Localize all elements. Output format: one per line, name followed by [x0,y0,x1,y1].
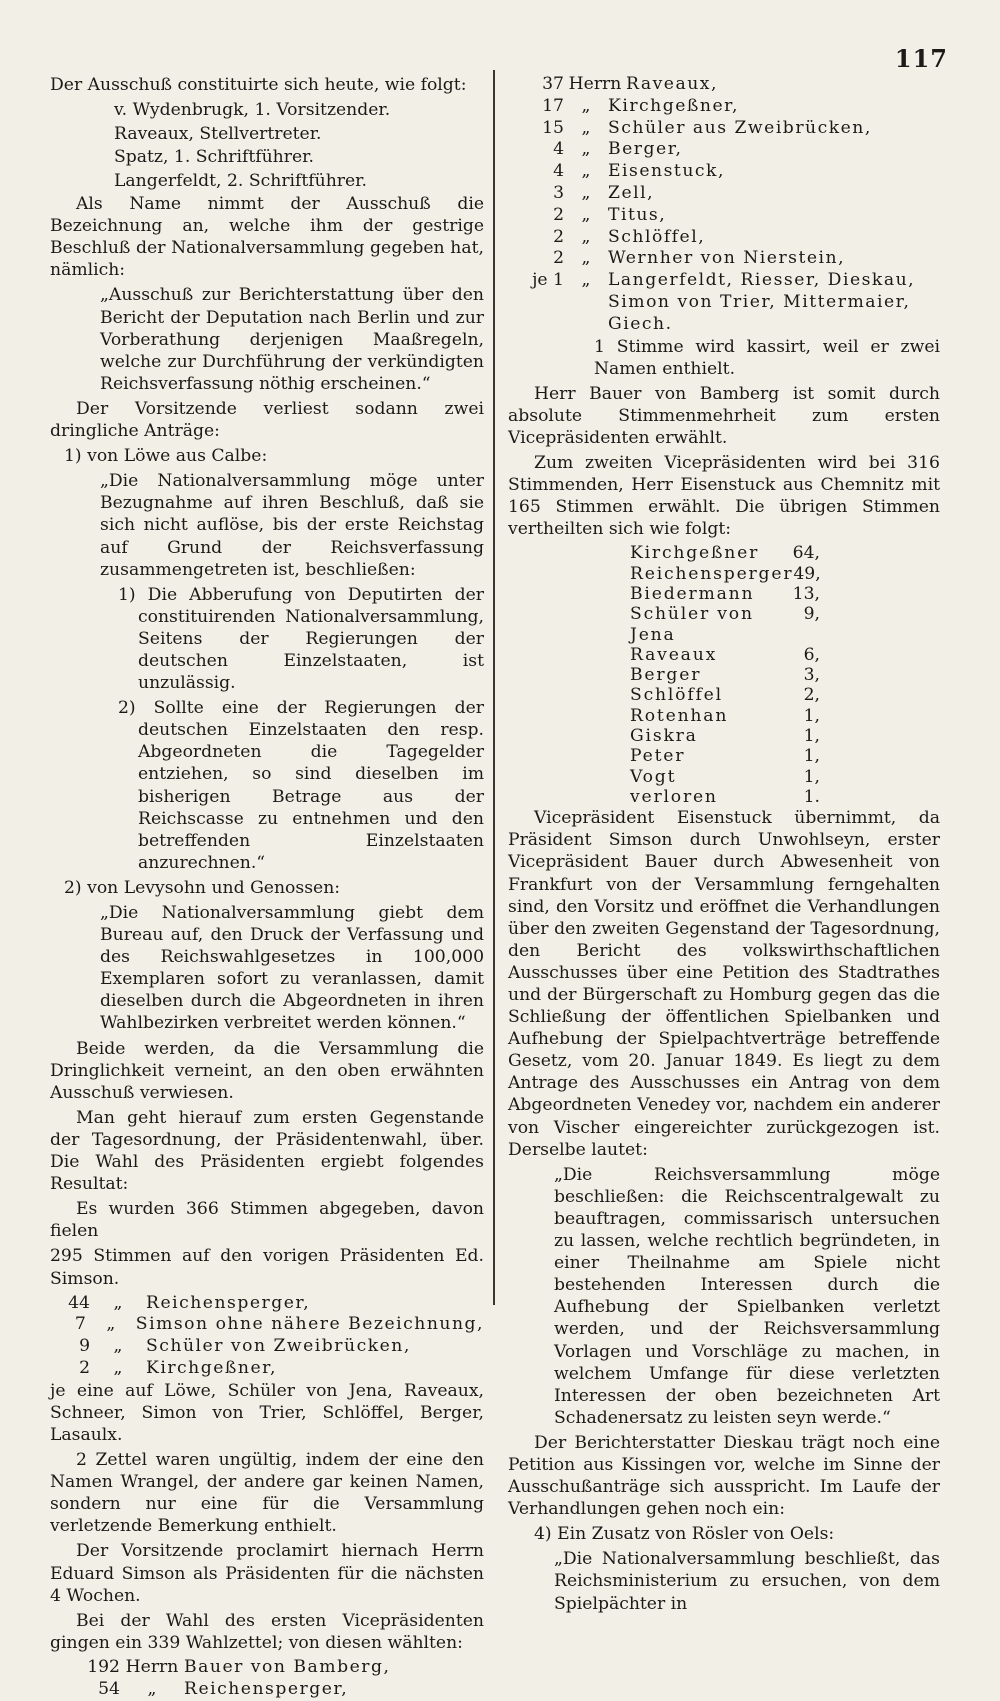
tally-count: 1, [803,726,820,747]
vote-name: Berger, [608,139,683,160]
vote-count: 4 [553,139,564,160]
vote-name: Wernher von Nierstein, [608,248,846,269]
tally-name: Giskra [630,726,698,747]
committee-member: Raveaux, Stellvertreter. [114,123,322,144]
committee-name-quote: „Ausschuß zur Berichterstattung über den Bericht der Deputation nach Berlin und zur Vorberathung derjenigen Maaßregeln, welche zur Durchführung der verkündigten Reichsverfassung nöthig erscheinen.“ [100,285,484,394]
vote-name: Kirchgeßner, [146,1357,277,1378]
vote-name: Reichensperger, [146,1292,311,1313]
eisenstuck-paragraph: Vicepräsident Eisenstuck übernimmt, da Präsident Simson durch Unwohlseyn, erster Vicepräsident Bauer durch Abwesenheit von Frankfurt von der Versammlung ferngehalten sind, den Vorsitz und eröffnet die Verhandlungen über den zweiten Gegenstand der Tagesordnung, den Bericht des volkswirthschaftlichen Ausschusses über eine Petition des Stadtrathes und der Bürgerschaft zu Homburg gegen das die Schließung der öffentlichen Spielbanken und Aufhebung der Spielpachtverträge betreffende Gesetz, vom 20. Januar 1849. Es liegt zu dem Antrage des Ausschusses ein Antrag von dem Abgeordneten Venedey vor, nachdem ein anderer von Vischer eingereichter zurückgezogen ist. Derselbe lautet: [508,808,940,1160]
vote-count: 9 [79,1336,90,1357]
right-column [508,74,940,1618]
vote-row [50,1336,484,1358]
tally-row [630,645,820,665]
cassated-note: 1 Stimme wird kassirt, weil er zwei Namen enthielt. [594,336,940,379]
vote-row [50,1657,484,1679]
vote-row [50,1293,484,1315]
ditto-mark: „ [581,95,591,116]
motion-1-item: 1) Die Abberufung von Deputirten der constituirenden Nationalversammlung, Seitens der Regierungen der deutschen Einzelstaaten, ist unzulässig. [118,584,484,694]
vice-president-1-votes-right [508,74,940,336]
committee-name-paragraph: Als Name nimmt der Ausschuß die Bezeichnung an, welche ihm der gestrige Beschluß der Nationalversammlung gegeben hat, nämlich: [50,194,484,281]
vote-row [508,161,940,183]
votes-first-line: 295 Stimmen auf den vorigen Präsidenten Ed. Simson. [50,1246,484,1289]
ditto-mark: „ [581,204,591,225]
vote-name: Langerfeldt, Riesser, Dieskau, Simon von Trier, Mittermaier, Giech. [608,270,916,334]
vote-row [508,248,940,270]
chair-paragraph: Der Vorsitzende verliest sodann zwei dringliche Anträge: [50,398,484,442]
ditto-mark: „ [581,182,591,203]
vice-president-1-paragraph: Bei der Wahl des ersten Vicepräsidenten gingen ein 339 Wahlzettel; von diesen wählten: [50,1610,484,1653]
tally-row [630,685,820,705]
tally-row [630,564,820,584]
tally-name: Schlöffel [630,685,723,706]
ditto-mark: „ [581,139,591,160]
page-number: 117 [894,44,948,73]
vote-count: 37 [542,74,564,94]
vote-count: 2 [79,1357,90,1378]
tally-name: Peter [630,746,686,767]
vote-count: 54 [98,1678,120,1699]
vote-count: 15 [542,117,564,138]
tally-count: 1, [803,705,820,726]
tally-count: 49, [793,563,821,584]
vote-name: Schüler von Zweibrücken, [146,1336,411,1357]
addition-heading: 4) Ein Zusatz von Rösler von Oels: [534,1524,835,1545]
tally-name: Raveaux [630,644,718,665]
column-divider [493,70,495,1305]
tally-count: 13, [792,584,820,604]
vote-name: Schüler aus Zweibrücken, [608,117,872,138]
ditto-mark: „ [106,1314,116,1335]
vote-count: 7 [74,1314,86,1335]
tally-row [630,543,820,563]
vote-row [508,183,940,205]
tally-name: Rotenhan [630,705,729,726]
election-paragraph: Man geht hierauf zum ersten Gegenstande der Tagesordnung, der Präsidentenwahl, über. Die Wahl des Präsidenten ergiebt folgendes Resultat: [50,1107,484,1195]
tally-row [630,604,820,645]
vote-row [50,1358,484,1380]
committee-intro: Der Ausschuß constituirte sich heute, wie folgt: [50,75,467,95]
votes-cast-line: Es wurden 366 Stimmen abgegeben, davon fielen [50,1199,484,1242]
tally-row [630,787,820,807]
ditto-mark: „ [581,226,591,247]
vote-count: 3 [553,182,564,203]
tally-count: 64, [792,543,820,564]
ditto-mark: „ [113,1357,123,1378]
tally-row [630,746,820,766]
ditto-mark: „ [113,1292,123,1313]
proclamation-paragraph: Der Vorsitzende proclamirt hiernach Herrn Eduard Simson als Präsidenten für die nächsten 4 Wochen. [50,1541,484,1606]
vote-row [508,96,940,118]
vote-count: 4 [553,161,564,182]
president-votes-list [50,1293,484,1380]
vote-count: je 1 [532,270,564,291]
tally-row [630,767,820,787]
tally-count: 1, [803,746,820,767]
tally-name: verloren [630,786,718,807]
vote-count: 2 [553,248,564,269]
motion-1-heading: 1) von Löwe aus Calbe: [64,446,268,467]
ditto-mark: „ [581,117,591,138]
ditto-mark: Herrn [568,74,622,94]
motion-2-heading: 2) von Levysohn und Genossen: [64,877,341,898]
committee-member: Spatz, 1. Schriftführer. [114,147,314,168]
vote-row [508,74,940,96]
vote-count: 2 [553,226,564,247]
tally-row [630,726,820,746]
vote-name: Kirchgeßner, [608,95,739,116]
tally-count: 1, [803,766,820,787]
bauer-elected-paragraph: Herr Bauer von Bamberg ist somit durch absolute Stimmenmehrheit zum ersten Vicepräsidenten erwählt. [508,383,940,448]
ditto-mark: „ [113,1336,123,1357]
tally-row [630,584,820,604]
vote-row [508,270,940,335]
committee-list [114,99,484,193]
ditto-mark: „ [581,161,591,182]
vote-row [508,139,940,161]
ditto-mark: Herrn [125,1656,179,1677]
motion-1-item: 2) Sollte eine der Regierungen der deutschen Einzelstaaten den resp. Abgeordneten die Tagegelder entziehen, so sind dieselben im bisherigen Betrage aus der Reichscasse zu entnehmen und den betreffenden Einzelstaaten anzurechnen.“ [118,698,484,873]
vote-count: 17 [542,95,564,116]
tally-name: Schüler von Jena [630,604,754,645]
vote-count: 192 [87,1656,120,1677]
tally-row [630,706,820,726]
addition-quote: „Die Nationalversammlung beschließt, das Reichsministerium zu ersuchen, von dem Spielpächter in [554,1549,940,1614]
vote-count: 2 [553,204,564,225]
vote-row [508,205,940,227]
committee-member: Langerfeldt, 2. Schriftführer. [114,170,367,191]
vote-name: Schlöffel, [608,226,706,247]
vote-name: Raveaux, [626,74,718,94]
vice-president-1-votes-left [50,1657,484,1701]
dieskau-paragraph: Der Berichterstatter Dieskau trägt noch eine Petition aus Kissingen vor, welche im Sinne der Ausschußanträge sich ausspricht. Im Laufe der Verhandlungen gehen noch ein: [508,1432,940,1520]
committee-member: v. Wydenbrugk, 1. Vorsitzender. [114,100,391,121]
venedey-quote: „Die Reichsversammlung möge beschließen: die Reichscentralgewalt zu beauftragen, commissarisch untersuchen zu lassen, welche rechtlich begründeten, in einer Theilnahme am Spiele nicht bestehenden Interessen durch die Aufhebung der Spielbanken verletzt werden, und der Reichsversammlung Vorlagen und Vorschläge zu machen, in welchem Umfange für diese verletzten Interessen der oben bezeichneten Art Schadenersatz zu leisten seyn werde.“ [554,1164,940,1428]
tally-name: Reichensperger [630,563,794,584]
vice-president-2-paragraph: Zum zweiten Vicepräsidenten wird bei 316 Stimmenden, Herr Eisenstuck aus Chemnitz mit 165 Stimmen erwählt. Die übrigen Stimmen vertheilten sich wie folgt: [508,453,940,540]
vote-name: Simson ohne nähere Bezeichnung, [135,1314,484,1335]
vote-count: 44 [68,1292,90,1313]
left-column [50,74,484,1701]
vote-row [50,1314,484,1336]
vote-name: Eisenstuck, [608,161,725,182]
tally-count: 3, [803,665,820,686]
vote-name: Zell, [608,182,655,203]
tally-name: Biedermann [630,584,755,604]
invalid-ballots-paragraph: 2 Zettel waren ungültig, indem der eine den Namen Wrangel, der andere gar keinen Namen, sondern nur eine für die Versammlung verletzende Bemerkung enthielt. [50,1450,484,1537]
single-votes-paragraph: je eine auf Löwe, Schüler von Jena, Raveaux, Schneer, Simon von Trier, Schlöffel, Berger, Lasaulx. [50,1380,484,1445]
vice-president-2-tally [630,543,820,807]
vote-name: Reichensperger, [184,1678,349,1699]
tally-count: 2, [803,685,820,706]
ditto-mark: „ [581,248,591,269]
urgency-paragraph: Beide werden, da die Versammlung die Dringlichkeit verneint, an den oben erwähnten Ausschuß verwiesen. [50,1038,484,1103]
motion-1-quote: „Die Nationalversammlung möge unter Bezugnahme auf ihren Beschluß, daß sie sich nicht auflöse, bis der erste Reichstag auf Grund der Reichsverfassung zusammengetreten ist, beschließen: [100,471,484,580]
tally-count: 1. [803,786,820,807]
tally-name: Berger [630,665,702,686]
ditto-mark: „ [581,270,591,291]
ditto-mark: „ [147,1678,157,1699]
vote-name: Bauer von Bamberg, [184,1656,391,1677]
tally-count: 9, [803,604,820,625]
vote-row [50,1679,484,1701]
vote-row [508,227,940,249]
tally-name: Vogt [630,766,677,787]
tally-count: 6, [803,644,820,665]
tally-name: Kirchgeßner [630,543,760,564]
vote-name: Titus, [608,204,667,225]
motion-2-quote: „Die Nationalversammlung giebt dem Bureau auf, den Druck der Verfassung und des Reichswahlgesetzes in 100,000 Exemplaren sofort zu veranlassen, damit dieselben durch die Abgeordneten in ihren Wahlbezirken verbreitet werden können.“ [100,903,484,1034]
tally-row [630,665,820,685]
vote-row [508,118,940,140]
